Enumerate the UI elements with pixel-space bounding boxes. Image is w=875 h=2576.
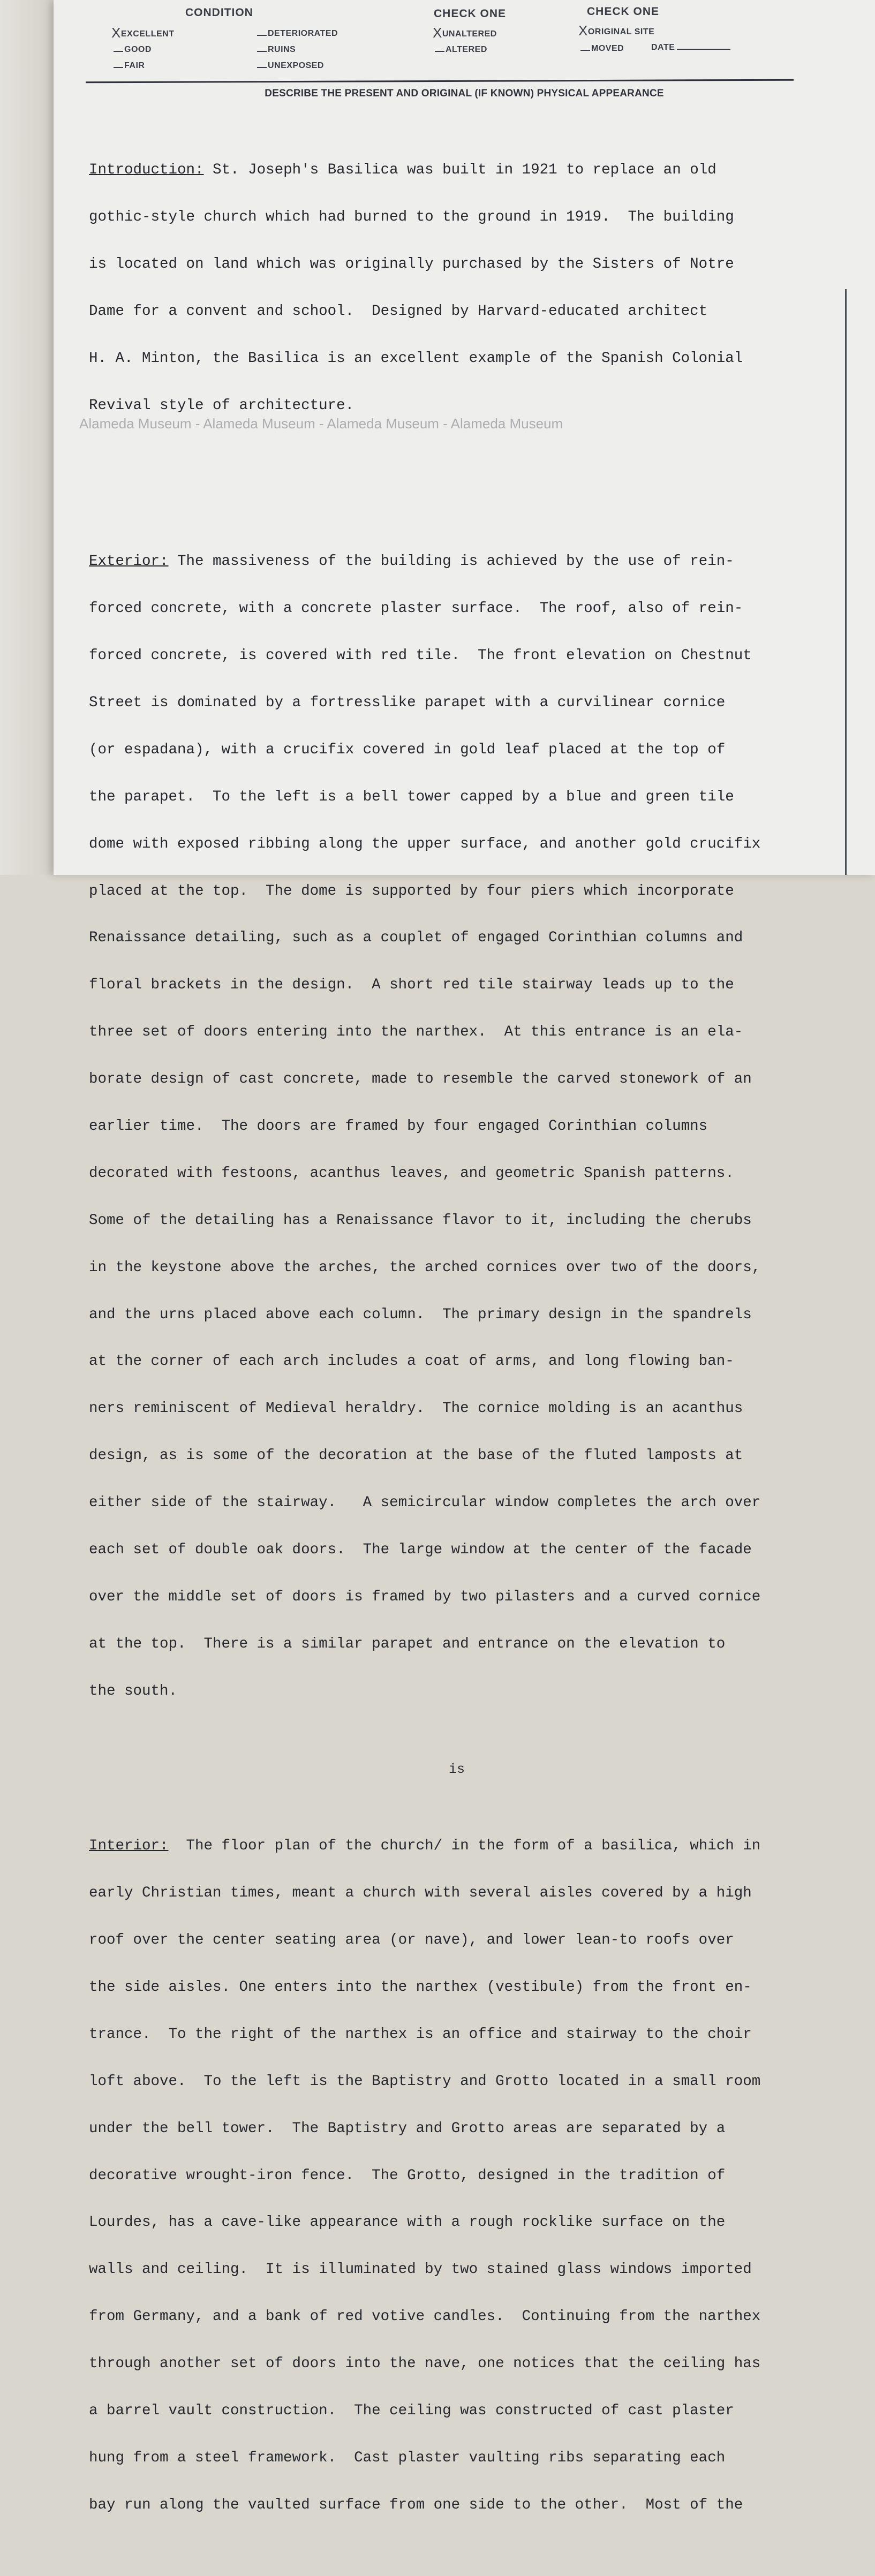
text-line: Introduction: St. Joseph's Basilica was built in 1921 to replace an old: [89, 162, 716, 179]
option-label: DETERIORATED: [268, 29, 338, 38]
option-label: UNEXPOSED: [268, 61, 324, 70]
page-border: [845, 289, 847, 875]
option-label: FAIR: [124, 61, 145, 70]
text-line: design, as is some of the decoration at the base of the fluted lamposts at: [89, 1447, 743, 1464]
condition-header: CONDITION: [185, 6, 253, 19]
text-line: walls and ceiling. It is illuminated by two stained glass windows imported: [89, 2261, 752, 2278]
text-line: three set of doors entering into the narthex. At this entrance is an ela-: [89, 1024, 743, 1041]
section-title: DESCRIBE THE PRESENT AND ORIGINAL (IF KNOWN) PHYSICAL APPEARANCE: [265, 88, 664, 99]
text-line: in the keystone above the arches, the arched cornices over two of the doors,: [89, 1259, 761, 1276]
text-line: (or espadana), with a crucifix covered in gold leaf placed at the top of: [89, 741, 726, 758]
date-label: DATE: [651, 43, 675, 52]
text-line: trance. To the right of the narthex is an office and stairway to the choir: [89, 2026, 752, 2043]
introduction-section: [89, 131, 865, 445]
option-label: MOVED: [591, 44, 624, 53]
text-line: placed at the top. The dome is supported by four piers which incorporate: [89, 882, 734, 900]
description-text: [89, 100, 865, 2575]
unaltered-option[interactable]: [433, 25, 497, 41]
text-line: dome with exposed ribbing along the upper surface, and another gold crucifix: [89, 835, 761, 852]
text-line: decorative wrought-iron fence. The Grotto, designed in the tradition of: [89, 2167, 726, 2184]
text-line: Street is dominated by a fortresslike parapet with a curvilinear cornice: [89, 694, 726, 711]
handwritten-insert: is: [449, 1762, 465, 1778]
text-line: Renaissance detailing, such as a couplet of engaged Corinthian columns and: [89, 930, 743, 947]
text-line: Dame for a convent and school. Designed by Harvard-educated architect: [89, 303, 708, 320]
text-line: the south.: [89, 1682, 178, 1699]
text-line: earlier time. The doors are framed by four engaged Corinthian columns: [89, 1118, 708, 1135]
text-line: through another set of doors into the nave, one notices that the ceiling has: [89, 2355, 761, 2373]
original-site-option[interactable]: [578, 22, 654, 39]
text-line: is located on land which was originally purchased by the Sisters of Notre: [89, 255, 734, 273]
text-line: Exterior: The massiveness of the building is achieved by the use of rein-: [89, 553, 734, 570]
header-divider: [86, 79, 794, 84]
text-line: roof over the center seating area (or nave), and lower lean-to roofs over: [89, 1932, 734, 1949]
text-line: at the corner of each arch includes a coat of arms, and long flowing ban-: [89, 1353, 734, 1370]
introduction-label: Introduction:: [89, 162, 204, 179]
text-line: a barrel vault construction. The ceiling was constructed of cast plaster: [89, 2403, 734, 2420]
text-line: hung from a steel framework. Cast plaster vaulting ribs separating each: [89, 2449, 726, 2466]
text-line: Lourdes, has a cave-like appearance with a rough rocklike surface on the: [89, 2214, 726, 2231]
form-header: [54, 0, 875, 86]
date-field[interactable]: [651, 43, 730, 52]
text-line: ners reminiscent of Medieval heraldry. The cornice molding is an acanthus: [89, 1400, 743, 1417]
text-line: the side aisles. One enters into the narthex (vestibule) from the front en-: [89, 1979, 752, 1996]
text-line: H. A. Minton, the Basilica is an excellent example of the Spanish Colonial: [89, 350, 743, 367]
exterior-section: [89, 523, 865, 1731]
text-line: forced concrete, is covered with red tile. The front elevation on Chestnut: [89, 647, 752, 664]
text-line: borate design of cast concrete, made to resemble the carved stonework of an: [89, 1071, 752, 1088]
interior-section: [89, 1807, 865, 2544]
site-header: CHECK ONE: [587, 5, 660, 18]
watermark: Alameda Museum - Alameda Museum - Alameda Museum - Alameda Museum: [79, 416, 563, 432]
condition-excellent[interactable]: [111, 25, 174, 41]
exterior-label: Exterior:: [89, 553, 169, 570]
condition-good[interactable]: [114, 45, 152, 55]
option-label: GOOD: [124, 45, 152, 54]
text-line: gothic-style church which had burned to the ground in 1919. The building: [89, 209, 734, 226]
check-mark: X: [111, 25, 121, 41]
text-line: from Germany, and a bank of red votive candles. Continuing from the narthex: [89, 2308, 761, 2325]
text-line: at the top. There is a similar parapet and entrance on the elevation to: [89, 1635, 726, 1652]
text-line: either side of the stairway. A semicircular window completes the arch over: [89, 1494, 761, 1512]
text-line: Revival style of architecture.: [89, 397, 354, 414]
text-line: Some of the detailing has a Renaissance flavor to it, including the cherubs: [89, 1212, 752, 1229]
text-line: each set of double oak doors. The large window at the center of the facade: [89, 1542, 752, 1559]
text-line: decorated with festoons, acanthus leaves, and geometric Spanish patterns.: [89, 1165, 734, 1182]
check-mark: X: [433, 25, 442, 41]
moved-option[interactable]: [580, 44, 624, 54]
text-line: Interior: The floor plan of the church/ in the form of a basilica, which in: [89, 1838, 761, 1855]
option-label: ORIGINAL SITE: [587, 27, 655, 36]
text-line: the parapet. To the left is a bell tower capped by a blue and green tile: [89, 788, 734, 805]
text-line: and the urns placed above each column. The primary design in the spandrels: [89, 1306, 752, 1323]
text-line: early Christian times, meant a church with several aisles covered by a high: [89, 1885, 752, 1902]
option-label: EXCELLENT: [120, 29, 175, 39]
text-line: floral brackets in the design. A short red tile stairway leads up to the: [89, 977, 734, 994]
text-line: bay run along the vaulted surface from one side to the other. Most of the: [89, 2496, 743, 2513]
condition-ruins[interactable]: [257, 45, 296, 55]
text-line: over the middle set of doors is framed by two pilasters and a curved cornice: [89, 1588, 761, 1605]
alteration-header: CHECK ONE: [434, 7, 507, 20]
text-line: under the bell tower. The Baptistry and Grotto areas are separated by a: [89, 2120, 726, 2137]
option-label: UNALTERED: [442, 29, 497, 39]
document-page: [54, 0, 875, 2513]
interior-label: Interior:: [89, 1838, 169, 1855]
option-label: ALTERED: [446, 45, 487, 54]
check-mark: X: [578, 22, 588, 39]
text-line: loft above. To the left is the Baptistry and Grotto located in a small room: [89, 2073, 761, 2090]
altered-option[interactable]: [435, 45, 487, 55]
text-line: forced concrete, with a concrete plaster surface. The roof, also of rein-: [89, 600, 743, 617]
condition-deteriorated[interactable]: [257, 29, 338, 39]
option-label: RUINS: [268, 45, 296, 54]
condition-unexposed[interactable]: [257, 61, 324, 71]
condition-fair[interactable]: [114, 61, 145, 71]
